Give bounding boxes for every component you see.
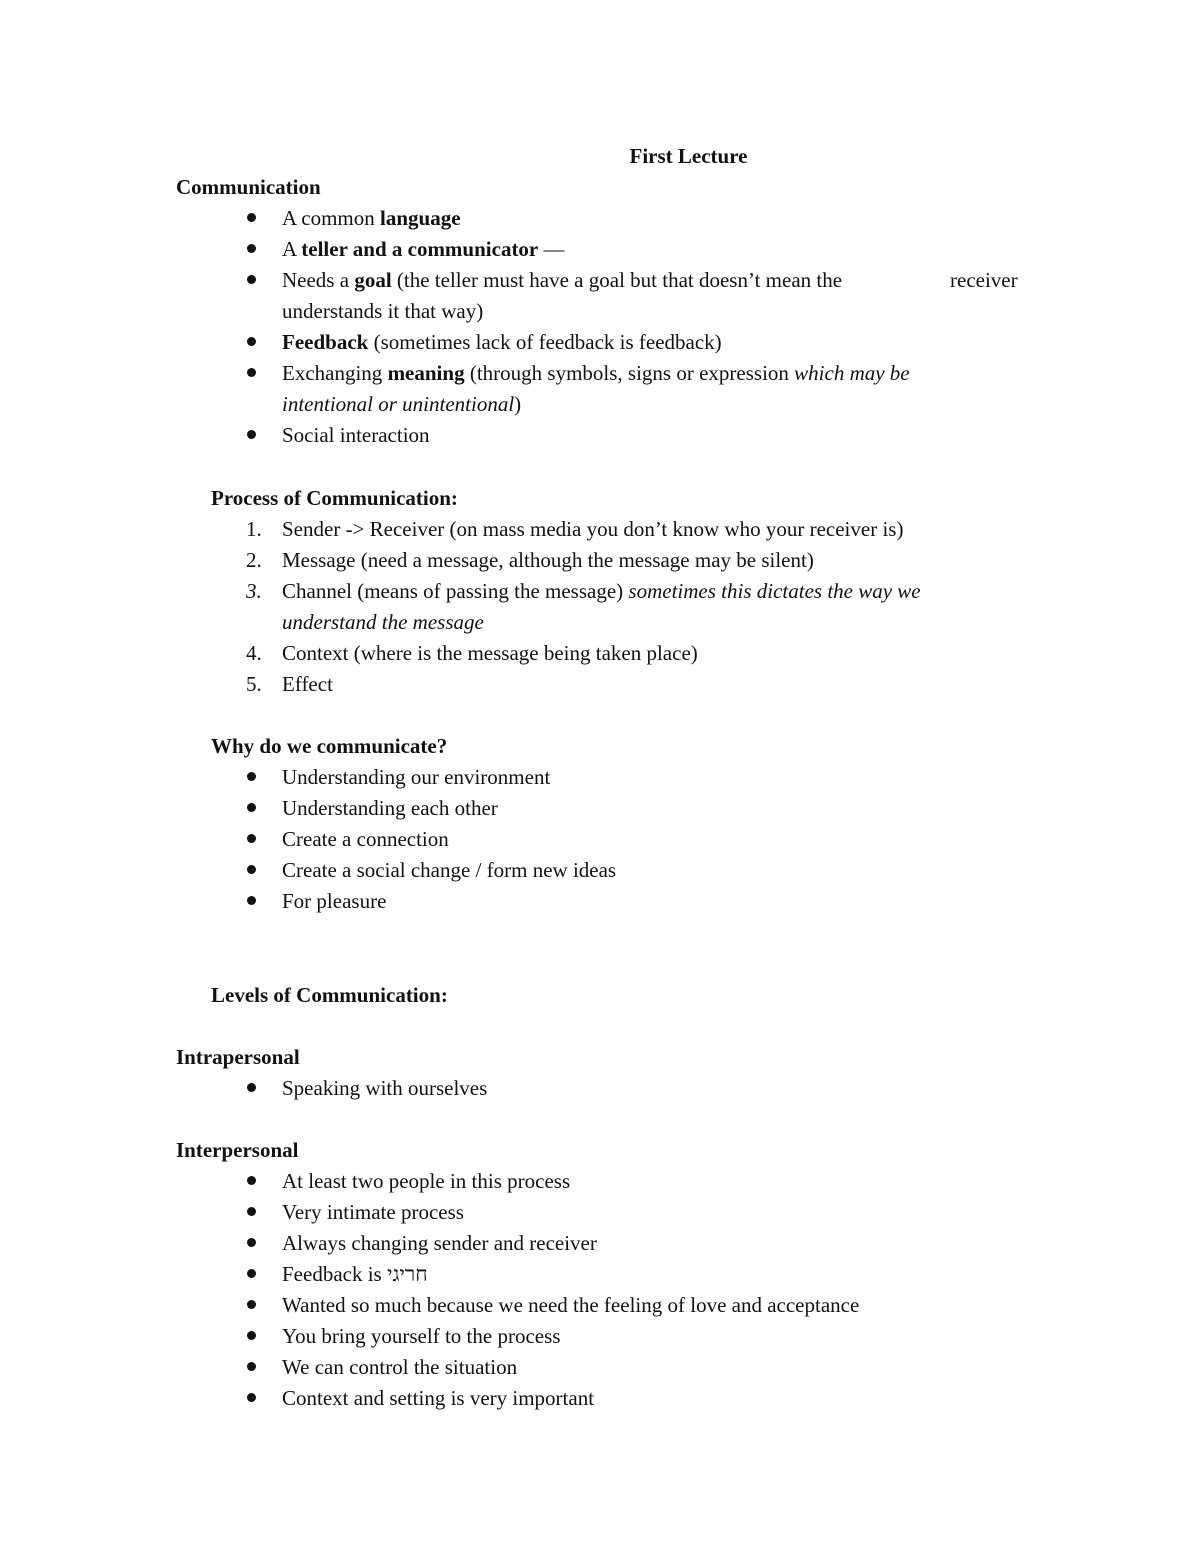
list-number: 2. (246, 548, 262, 572)
bullet-icon (247, 1300, 256, 1309)
list-item: Always changing sender and receiver (282, 1231, 597, 1255)
list-item-continuation: understand the message (282, 610, 484, 634)
list-item: For pleasure (282, 889, 387, 913)
list-item: Speaking with ourselves (282, 1076, 488, 1100)
list-item: Context and setting is very important (282, 1386, 595, 1410)
bullet-icon (247, 244, 256, 253)
list-item: Wanted so much because we need the feeling of love and acceptance (282, 1293, 860, 1317)
list-item-continuation: receiver (950, 268, 1018, 292)
list-number: 4. (246, 641, 262, 665)
section-heading-process: Process of Communication: (211, 486, 458, 510)
bullet-icon (247, 834, 256, 843)
bullet-icon (247, 430, 256, 439)
list-item: Exchanging meaning (through symbols, signs or expression which may be (282, 361, 910, 385)
bullet-icon (247, 1083, 256, 1092)
bullet-icon (247, 1238, 256, 1247)
list-item: A teller and a communicator — (282, 237, 565, 261)
list-number: 1. (246, 517, 262, 541)
bullet-icon (247, 337, 256, 346)
list-item: Understanding each other (282, 796, 498, 820)
bullet-icon (247, 275, 256, 284)
bullet-icon (247, 1331, 256, 1340)
list-item: Sender -> Receiver (on mass media you don’t know who your receiver is) (282, 517, 904, 541)
list-item: Feedback (sometimes lack of feedback is feedback) (282, 330, 722, 354)
bullet-icon (247, 1362, 256, 1371)
bullet-icon (247, 803, 256, 812)
list-item: Channel (means of passing the message) sometimes this dictates the way we (282, 579, 921, 603)
section-heading-intrapersonal: Intrapersonal (176, 1045, 300, 1069)
list-item: Social interaction (282, 423, 430, 447)
section-heading-levels: Levels of Communication: (211, 983, 448, 1007)
list-item: A common language (282, 206, 461, 230)
bullet-icon (247, 1393, 256, 1402)
list-item: We can control the situation (282, 1355, 518, 1379)
bullet-icon (247, 1176, 256, 1185)
list-item-continuation: understands it that way) (282, 299, 484, 323)
list-item: Create a social change / form new ideas (282, 858, 617, 882)
list-item: At least two people in this process (282, 1169, 571, 1193)
bullet-icon (247, 772, 256, 781)
list-item: Create a connection (282, 827, 449, 851)
bullet-icon (247, 865, 256, 874)
list-number: 5. (246, 672, 262, 696)
bullet-icon (247, 1269, 256, 1278)
bullet-icon (247, 1207, 256, 1216)
bullet-icon (247, 368, 256, 377)
list-number: 3. (246, 579, 262, 603)
list-item: You bring yourself to the process (282, 1324, 561, 1348)
list-item: Needs a goal (the teller must have a goal but that doesn’t mean the (282, 268, 843, 292)
list-item: Feedback is חריגי (282, 1262, 428, 1286)
list-item: Context (where is the message being taken place) (282, 641, 698, 665)
bullet-icon (247, 896, 256, 905)
section-heading-interpersonal: Interpersonal (176, 1138, 299, 1162)
list-item: Message (need a message, although the message may be silent) (282, 548, 814, 572)
section-heading-why: Why do we communicate? (211, 734, 448, 758)
section-heading-communication: Communication (176, 175, 321, 199)
list-item: Understanding our environment (282, 765, 551, 789)
bullet-icon (247, 213, 256, 222)
page-title: First Lecture (629, 144, 748, 168)
list-item: Very intimate process (282, 1200, 464, 1224)
list-item-continuation: intentional or unintentional) (282, 392, 522, 416)
list-item: Effect (282, 672, 333, 696)
